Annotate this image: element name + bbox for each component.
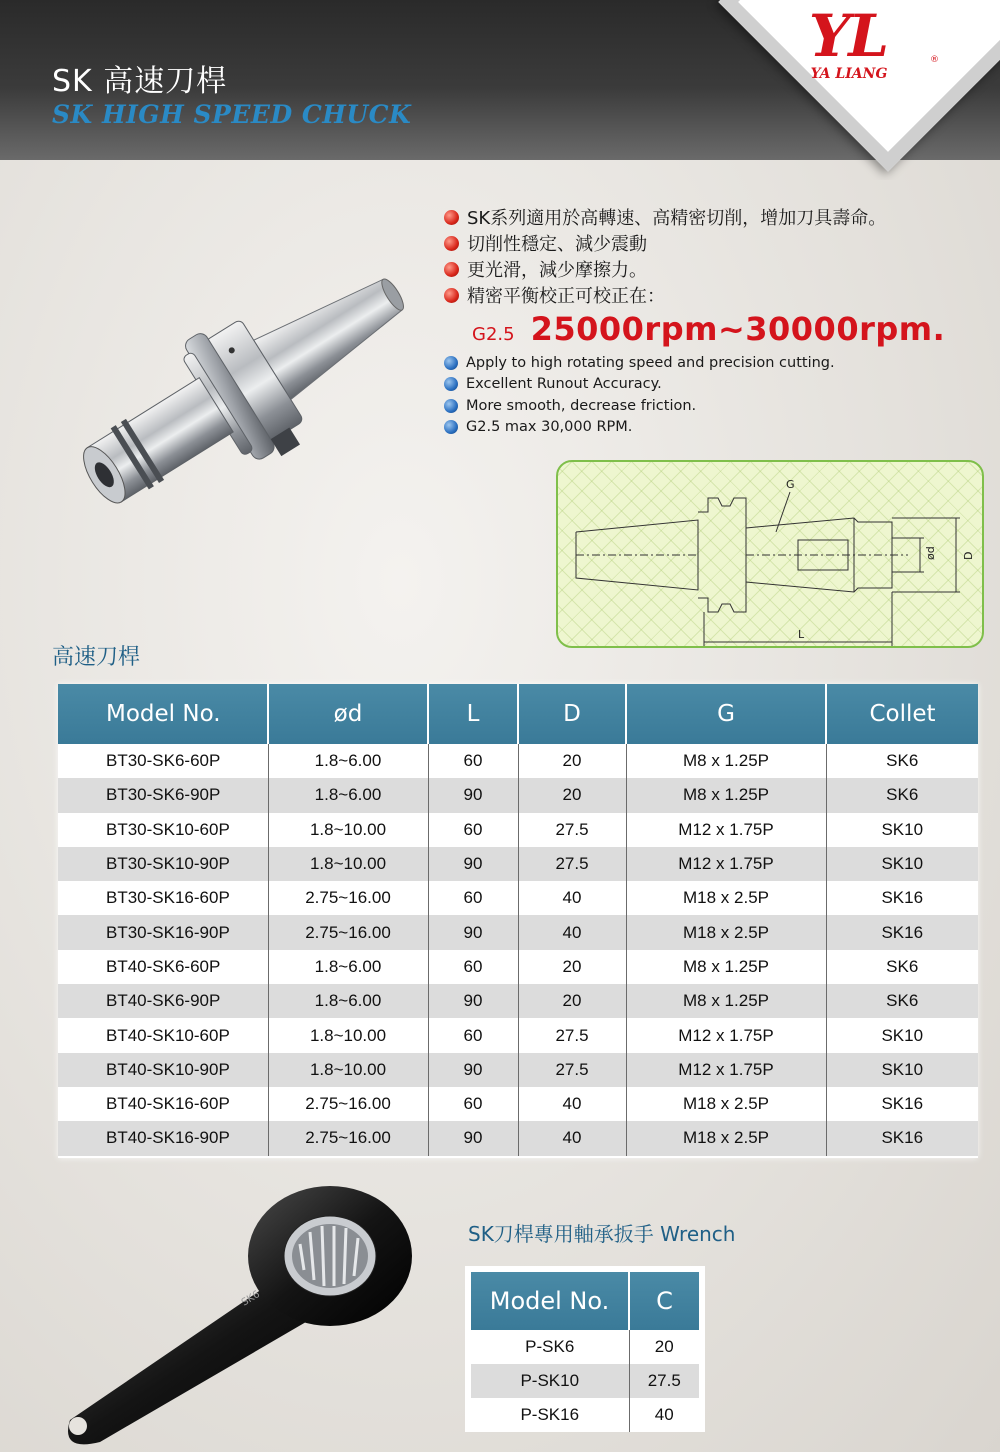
table-cell: 60 xyxy=(428,1018,518,1052)
page-subtitle: SK HIGH SPEED CHUCK xyxy=(52,100,412,129)
table-cell: M12 x 1.75P xyxy=(626,1053,826,1087)
table-cell: 2.75~16.00 xyxy=(268,1087,428,1121)
table-cell: M18 x 2.5P xyxy=(626,881,826,915)
table-cell: SK10 xyxy=(826,1018,978,1052)
table-row xyxy=(58,950,978,984)
table-cell: 90 xyxy=(428,915,518,949)
table-cell: 27.5 xyxy=(518,813,626,847)
table-cell: SK6 xyxy=(826,778,978,812)
table-cell: 40 xyxy=(518,1121,626,1155)
column-header: Model No. xyxy=(58,684,268,744)
table-row xyxy=(58,744,978,778)
table-cell: 90 xyxy=(428,1053,518,1087)
table-cell: 1.8~10.00 xyxy=(268,1018,428,1052)
table-cell: 1.8~10.00 xyxy=(268,1053,428,1087)
feature-cn-item: 切削性穩定、減少震動 xyxy=(444,230,886,256)
table-row xyxy=(58,881,978,915)
table-cell: M8 x 1.25P xyxy=(626,984,826,1018)
table-cell: SK16 xyxy=(826,1087,978,1121)
feature-cn-item: SK系列適用於高轉速、高精密切削，增加刀具壽命。 xyxy=(444,204,886,230)
table-cell: 20 xyxy=(629,1330,699,1364)
table-cell: M12 x 1.75P xyxy=(626,813,826,847)
table-row xyxy=(58,813,978,847)
table-cell: BT30-SK16-90P xyxy=(58,915,268,949)
column-header: L xyxy=(428,684,518,744)
logo-mark: YL xyxy=(808,2,888,70)
red-bullet-icon xyxy=(444,262,459,277)
table-cell: 60 xyxy=(428,881,518,915)
table-cell: 1.8~6.00 xyxy=(268,950,428,984)
features-cn-list xyxy=(444,204,886,308)
table-row xyxy=(58,1121,978,1155)
table-cell: BT40-SK16-90P xyxy=(58,1121,268,1155)
wrench-table xyxy=(471,1272,699,1432)
table-row xyxy=(471,1330,699,1364)
table-cell: BT40-SK10-60P xyxy=(58,1018,268,1052)
column-header: Model No. xyxy=(471,1272,629,1330)
sk-chuck-product-image xyxy=(40,220,440,560)
table-header-row xyxy=(471,1272,699,1330)
table-cell: SK16 xyxy=(826,915,978,949)
table-cell: BT40-SK16-60P xyxy=(58,1087,268,1121)
table-cell: BT30-SK6-60P xyxy=(58,744,268,778)
table-cell: BT30-SK10-90P xyxy=(58,847,268,881)
table-cell: P-SK16 xyxy=(471,1398,629,1432)
spec-table xyxy=(58,684,978,1156)
table-cell: SK10 xyxy=(826,1053,978,1087)
table-cell: BT30-SK16-60P xyxy=(58,881,268,915)
table-cell: 20 xyxy=(518,950,626,984)
brand-logo xyxy=(660,0,1000,180)
technical-drawing xyxy=(556,460,984,648)
table-cell: SK6 xyxy=(826,744,978,778)
feature-en-item: Excellent Runout Accuracy. xyxy=(444,374,835,396)
table-cell: 27.5 xyxy=(518,1018,626,1052)
table-cell: SK16 xyxy=(826,1121,978,1155)
table-cell: 90 xyxy=(428,847,518,881)
balance-rpm-spec xyxy=(472,310,945,348)
page-title: SK 高速刀桿 xyxy=(52,64,228,99)
table-cell: 20 xyxy=(518,778,626,812)
table-cell: SK10 xyxy=(826,847,978,881)
table-cell: 60 xyxy=(428,1087,518,1121)
table-cell: M8 x 1.25P xyxy=(626,950,826,984)
table-cell: 2.75~16.00 xyxy=(268,915,428,949)
table-cell: M12 x 1.75P xyxy=(626,847,826,881)
table-cell: BT40-SK10-90P xyxy=(58,1053,268,1087)
table-header-row xyxy=(58,684,978,744)
red-bullet-icon xyxy=(444,288,459,303)
table-cell: 27.5 xyxy=(629,1364,699,1398)
column-header: Collet xyxy=(826,684,978,744)
table-cell: 1.8~6.00 xyxy=(268,984,428,1018)
wrench-engraving: SK6 xyxy=(239,1288,262,1309)
rpm-range: 25000rpm~30000rpm. xyxy=(530,310,946,348)
table-cell: 2.75~16.00 xyxy=(268,1121,428,1155)
table-cell: 1.8~6.00 xyxy=(268,744,428,778)
red-bullet-icon xyxy=(444,236,459,251)
blue-bullet-icon xyxy=(444,399,458,413)
table-cell: P-SK10 xyxy=(471,1364,629,1398)
feature-en-item: More smooth, decrease friction. xyxy=(444,395,835,417)
wrench-table-container xyxy=(465,1266,705,1432)
table-cell: M8 x 1.25P xyxy=(626,744,826,778)
table-cell: 40 xyxy=(518,915,626,949)
table-row xyxy=(58,1087,978,1121)
table-cell: 2.75~16.00 xyxy=(268,881,428,915)
dim-label-d: D xyxy=(962,551,975,560)
table-cell: BT30-SK6-90P xyxy=(58,778,268,812)
table-cell: 20 xyxy=(518,984,626,1018)
table-cell: P-SK6 xyxy=(471,1330,629,1364)
table-row xyxy=(471,1364,699,1398)
technical-drawing-svg xyxy=(558,462,984,648)
wrench-section-title: SK刀桿專用軸承扳手 Wrench xyxy=(468,1222,736,1246)
table-cell: BT30-SK10-60P xyxy=(58,813,268,847)
table-cell: SK6 xyxy=(826,950,978,984)
table-cell: 40 xyxy=(629,1398,699,1432)
table-cell: 20 xyxy=(518,744,626,778)
column-header: C xyxy=(629,1272,699,1330)
table-cell: 60 xyxy=(428,950,518,984)
column-header: D xyxy=(518,684,626,744)
table-cell: 60 xyxy=(428,813,518,847)
dim-label-od: ød xyxy=(924,546,937,560)
table-row xyxy=(471,1398,699,1432)
feature-en-item: G2.5 max 30,000 RPM. xyxy=(444,417,835,439)
table-cell: BT40-SK6-90P xyxy=(58,984,268,1018)
section-title: 高速刀桿 xyxy=(52,645,141,670)
table-row xyxy=(58,984,978,1018)
table-cell: 27.5 xyxy=(518,1053,626,1087)
column-header: G xyxy=(626,684,826,744)
blue-bullet-icon xyxy=(444,377,458,391)
feature-cn-item: 更光滑，減少摩擦力。 xyxy=(444,256,886,282)
table-cell: 27.5 xyxy=(518,847,626,881)
table-row xyxy=(58,915,978,949)
logo-registered-mark: ® xyxy=(930,55,939,65)
table-row xyxy=(58,847,978,881)
dim-label-l: L xyxy=(798,628,805,641)
table-cell: 1.8~6.00 xyxy=(268,778,428,812)
table-cell: 1.8~10.00 xyxy=(268,813,428,847)
table-cell: SK6 xyxy=(826,984,978,1018)
table-row xyxy=(58,1018,978,1052)
table-cell: 1.8~10.00 xyxy=(268,847,428,881)
table-cell: SK16 xyxy=(826,881,978,915)
table-cell: M8 x 1.25P xyxy=(626,778,826,812)
feature-en-item: Apply to high rotating speed and precision cutting. xyxy=(444,352,835,374)
blue-bullet-icon xyxy=(444,356,458,370)
table-cell: SK10 xyxy=(826,813,978,847)
features-en-list xyxy=(444,352,835,438)
table-cell: M18 x 2.5P xyxy=(626,1087,826,1121)
feature-cn-item: 精密平衡校正可校正在： xyxy=(444,282,886,308)
blue-bullet-icon xyxy=(444,420,458,434)
table-cell: 60 xyxy=(428,744,518,778)
table-cell: 90 xyxy=(428,984,518,1018)
table-cell: 90 xyxy=(428,778,518,812)
table-cell: M18 x 2.5P xyxy=(626,915,826,949)
red-bullet-icon xyxy=(444,210,459,225)
column-header: ød xyxy=(268,684,428,744)
table-cell: M18 x 2.5P xyxy=(626,1121,826,1155)
table-cell: 40 xyxy=(518,881,626,915)
table-row xyxy=(58,778,978,812)
wrench-product-image xyxy=(30,1180,450,1450)
table-row xyxy=(58,1053,978,1087)
table-cell: 90 xyxy=(428,1121,518,1155)
balance-grade: G2.5 xyxy=(472,324,515,345)
dim-label-g: G xyxy=(786,478,795,491)
spec-table-container xyxy=(58,684,978,1158)
logo-company-name: YA LIANG xyxy=(810,66,888,82)
table-cell: BT40-SK6-60P xyxy=(58,950,268,984)
table-cell: 40 xyxy=(518,1087,626,1121)
table-cell: M12 x 1.75P xyxy=(626,1018,826,1052)
